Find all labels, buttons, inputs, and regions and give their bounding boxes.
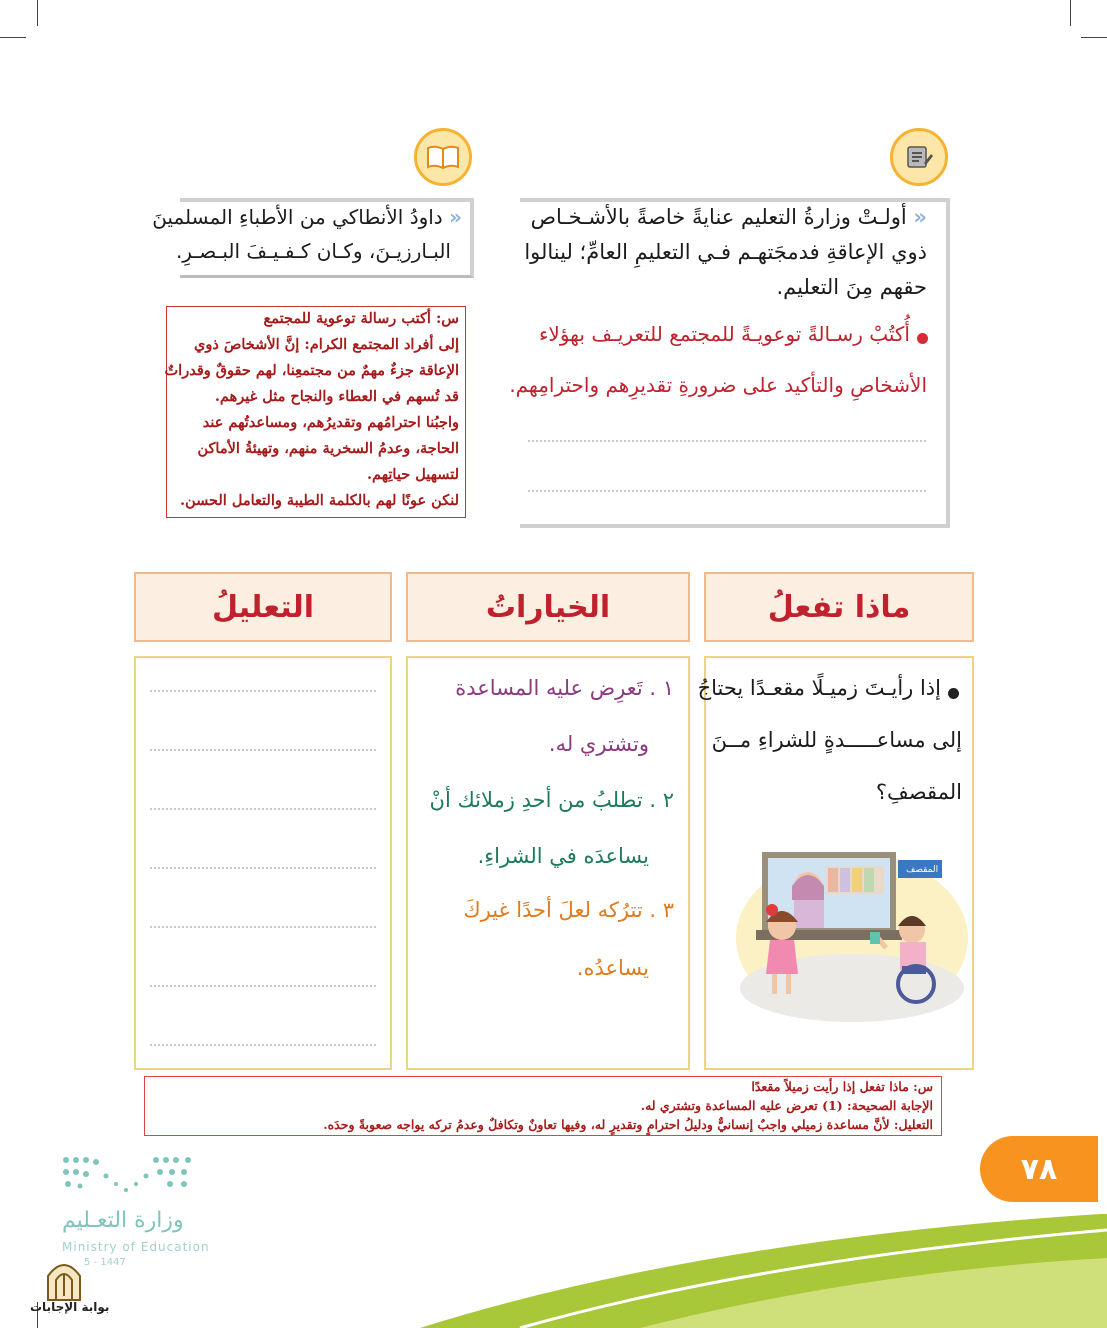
ministry-name-en: Ministry of Education	[62, 1240, 210, 1254]
task-line2: الأشخاصِ والتأكيد على ضرورةِ تقديرِهم واحترامِهم.	[509, 373, 927, 397]
ministry-year: 5 - 1447	[84, 1257, 126, 1268]
answer-line[interactable]	[528, 440, 926, 442]
question-line3: المقصفِ؟	[875, 780, 962, 804]
reading-left-line1: « داودُ الأنطاكي من الأطباءِ المسلمينَ	[152, 205, 462, 229]
header-options: الخياراتُ	[406, 572, 690, 642]
option-1-line2: وتشتري له.	[548, 732, 649, 756]
answer-line-7: لتسهيل حياتِهم.	[367, 466, 459, 483]
answer-line-8: لنكن عونًا لهم بالكلمة الطيبة والتعامل الحسن.	[180, 492, 459, 509]
crop-mark	[1081, 37, 1107, 38]
reason-line[interactable]	[150, 1044, 376, 1046]
task-line1: أُكتُبْ رسـالةً توعويـةً للمجتمع للتعريـف بهؤلاء	[539, 322, 910, 346]
crop-mark	[1070, 0, 1071, 26]
answer-line-5: واجبُنا احترامُهم وتقديرُهم، ومساعدتُهم عند	[202, 414, 459, 431]
reason-line[interactable]	[150, 985, 376, 987]
bullet-icon	[948, 688, 959, 699]
quote-mark-icon: «	[449, 205, 462, 229]
bottom-answer-line2: الإجابة الصحيحة: (1) تعرض عليه المساعدة وتشتري له.	[640, 1098, 933, 1113]
cafeteria-sign: المقصف	[906, 865, 939, 875]
option-3-line1[interactable]: ٣ . تترُكه لعلَ أحدًا غيركَ	[463, 898, 674, 922]
reading-right-line1: « أولـتْ وزارةُ التعليم عنايةً خاصةً بالأشـخـاص	[530, 205, 927, 229]
header-reasoning: التعليلُ	[134, 572, 392, 642]
bottom-answer-line3: التعليل: لأنَّ مساعدة زميلي واجبٌ إنسانيٌّ ودليلُ احترامٍ وتقديرٍ له، وفيها تعاونٌ وتكافلٌ وعدمُ تركه يواجه صعوبةً وحدَه.	[323, 1117, 933, 1132]
reading-right-line3: حقهم مِنَ التعليم.	[776, 275, 927, 299]
question-line1: إذا رأيـتَ زميـلًا مقعـدًا يحتاجُ	[697, 676, 941, 700]
crop-mark	[0, 37, 26, 38]
answer-line-2: إلى أفراد المجتمع الكرام: إنَّ الأشخاصَ ذوي	[194, 336, 459, 353]
option-1-line1[interactable]: ١ . تَعرِض عليه المساعدة	[455, 676, 674, 700]
quote-mark-icon: «	[913, 205, 927, 229]
bottom-answer-line1: س: ماذا تفعل إذا رأيت زميلاً مقعدًا	[751, 1079, 933, 1094]
answer-line-6: الحاجة، وعدمُ السخرية منهم، وتهيئةُ الأماكن	[197, 440, 459, 457]
notebook-pencil-icon	[890, 128, 948, 186]
cafeteria-illustration	[736, 838, 968, 1024]
book-icon	[414, 128, 472, 186]
reading-right-line2: ذوي الإعاقةِ فدمجَتهـم فـي التعليمِ العامِّ؛ لينالوا	[524, 240, 927, 264]
answer-line-1: س: أكتب رسالة توعوية للمجتمع	[263, 310, 459, 327]
option-2-line1[interactable]: ٢ . تطلبُ من أحدِ زملائك أنْ	[429, 788, 674, 812]
column-reasoning	[134, 656, 392, 1070]
ministry-logo-icon	[60, 1154, 200, 1202]
answer-line-4: قد تُسهم في العطاء والنجاح مثل غيرهم.	[214, 388, 459, 405]
watermark-logo-icon	[44, 1256, 84, 1302]
option-2-line2: يساعدَه في الشراءِ.	[477, 844, 649, 868]
reason-line[interactable]	[150, 808, 376, 810]
answer-line-3: الإعاقة جزءٌ مهمٌ من مجتمعِنا، لهم حقوقٌ وقدراتٌ	[164, 362, 459, 379]
answer-box	[166, 306, 466, 518]
reason-line[interactable]	[150, 690, 376, 692]
reason-line[interactable]	[150, 926, 376, 928]
crop-mark	[37, 0, 38, 26]
header-what-do: ماذا تفعلُ	[704, 572, 974, 642]
reading-left-line2: البـارزيـنَ، وكـان كـفـيـفَ البـصـرِ.	[175, 239, 451, 263]
page-number: ٧٨	[980, 1136, 1098, 1202]
reason-line[interactable]	[150, 867, 376, 869]
question-line2: إلى مساعـــــدةٍ للشراءِ مــنَ	[711, 728, 962, 752]
answer-line[interactable]	[528, 490, 926, 492]
bullet-icon	[917, 333, 928, 344]
reason-line[interactable]	[150, 749, 376, 751]
bottom-answer-box	[144, 1076, 942, 1136]
ministry-name-ar: وزارة التعـليم	[62, 1208, 184, 1233]
watermark-text: بوابة الإجابات	[30, 1300, 110, 1314]
option-3-line2: يساعدُه.	[576, 956, 649, 980]
